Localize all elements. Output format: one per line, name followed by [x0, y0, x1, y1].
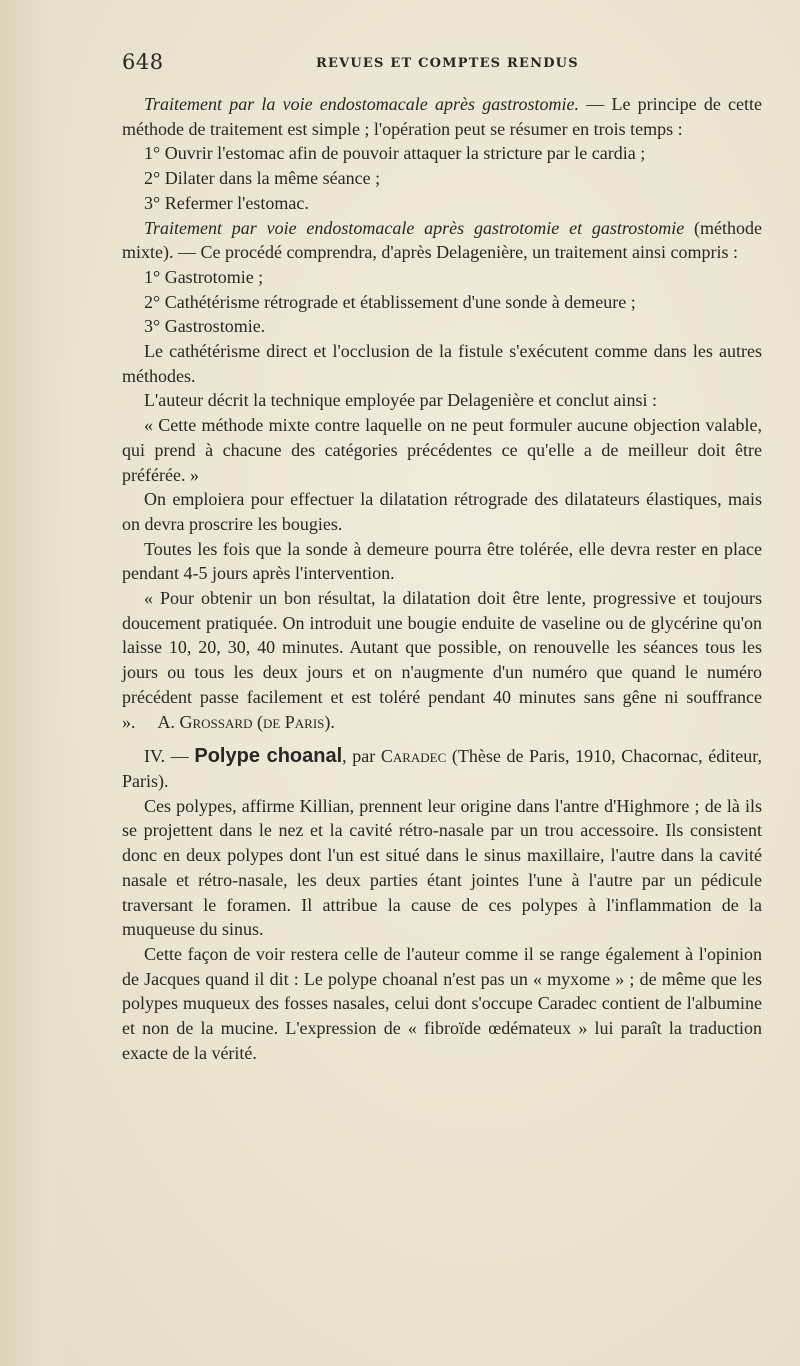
list-item: 3° Gastrostomie. [144, 316, 266, 337]
section-by: , par [342, 746, 381, 767]
quotation: « Pour obtenir un bon résultat, la dilatation doit être lente, progressive et toujours doucement pratiquée. On introduit une bougie enduite de vaseline ou de glycérine qu'on laisse 10, 20, 30, 40 minutes. Autant que possible, on renouvelle les séances tous les jours ou tous les deux jours et on n'augmente d'un numéro que quand le numéro précédent passe facilement et est toléré pendant 40 minutes sans gêne ni souffrance ». [122, 588, 762, 732]
paragraph: L'auteur décrit la technique employée par Delagenière et conclut ainsi : [144, 390, 658, 411]
paragraph-text: — Le principe de cette méthode de traitement est simple ; l'opération peut se résumer en trois temps : [122, 94, 762, 139]
list-item: 2° Dilater dans la même séance ; [144, 168, 381, 189]
quotation-with-signature [122, 586, 762, 734]
list-item: 1° Ouvrir l'estomac afin de pouvoir attaquer la stricture par le cardia ; [144, 143, 646, 164]
paragraph: Toutes les fois que la sonde à demeure pourra être tolérée, elle devra rester en place pendant 4-5 jours après l'intervention. [122, 538, 762, 584]
running-title: REVUES ET COMPTES RENDUS [316, 56, 579, 71]
section-author: Caradec [380, 746, 447, 767]
page-header [122, 50, 762, 80]
list-item: 3° Refermer l'estomac. [144, 192, 309, 213]
section-numeral: IV. — [144, 746, 195, 767]
quotation: « Cette méthode mixte contre laquelle on ne peut formuler aucune objection valable, qui prend à chacune des catégories précédentes ce qu'elle a de meilleur doit être préférée. » [122, 415, 762, 485]
paragraph: On emploiera pour effectuer la dilatation rétrograde des dilatateurs élastiques, mais on devra proscrire les bougies. [122, 489, 762, 534]
section-citation: (Thèse de Paris, 1910, Chacornac, éditeur, Paris). [122, 746, 762, 791]
page-number: 648 [122, 50, 164, 74]
paragraph-methode-mixte [122, 216, 762, 265]
paragraph-title: Traitement par voie endostomacale après gastrotomie et gastrostomie [144, 217, 685, 238]
paragraph: Ces polypes, affirme Killian, prennent leur origine dans l'antre d'Highmore ; de là ils se projettent dans le nez et la cavité rétro-nasale par un trou accessoire. Ils consistent donc en deux polypes dont l'un est situé dans le sinus maxillaire, l'autre dans la cavité nasale et rétro-nasale, les deux parties étant jointes l'une à l'autre par un pédicule traversant le foramen. Il attribue la cause de ces polypes à l'inflammation de la muqueuse du sinus. [122, 795, 762, 940]
page-gutter-shadow [0, 0, 70, 1366]
paragraph-text: (méthode mixte). — Ce procédé comprendra, d'après Delagenière, un traitement ainsi compris : [122, 217, 762, 263]
paragraph-title: Traitement par la voie endostomacale après gastrostomie. [144, 94, 580, 114]
section-title: Polype choanal [194, 745, 343, 768]
list-item: 2° Cathétérisme rétrograde et établissement d'une sonde à demeure ; [144, 291, 636, 312]
paragraph-gastrostomie [122, 92, 762, 141]
text-body [122, 92, 762, 1065]
author-signature: A. Grossard (de Paris). [157, 711, 335, 732]
section-heading [122, 744, 762, 793]
paragraph: Le cathétérisme direct et l'occlusion de la fistule s'exécutent comme dans les autres méthodes. [122, 341, 762, 386]
paragraph: Cette façon de voir restera celle de l'auteur comme il se range également à l'opinion de Jacques quand il dit : Le polype choanal n'est pas un « myxome » ; de même que les polypes muqueux des fosses nasales, celui dont s'occupe Caradec contient de l'albumine et non de la mucine. L'expression de « fibroïde œdémateux » lui paraît la traduction exacte de la vérité. [122, 943, 762, 1063]
list-item: 1° Gastrotomie ; [144, 266, 264, 287]
